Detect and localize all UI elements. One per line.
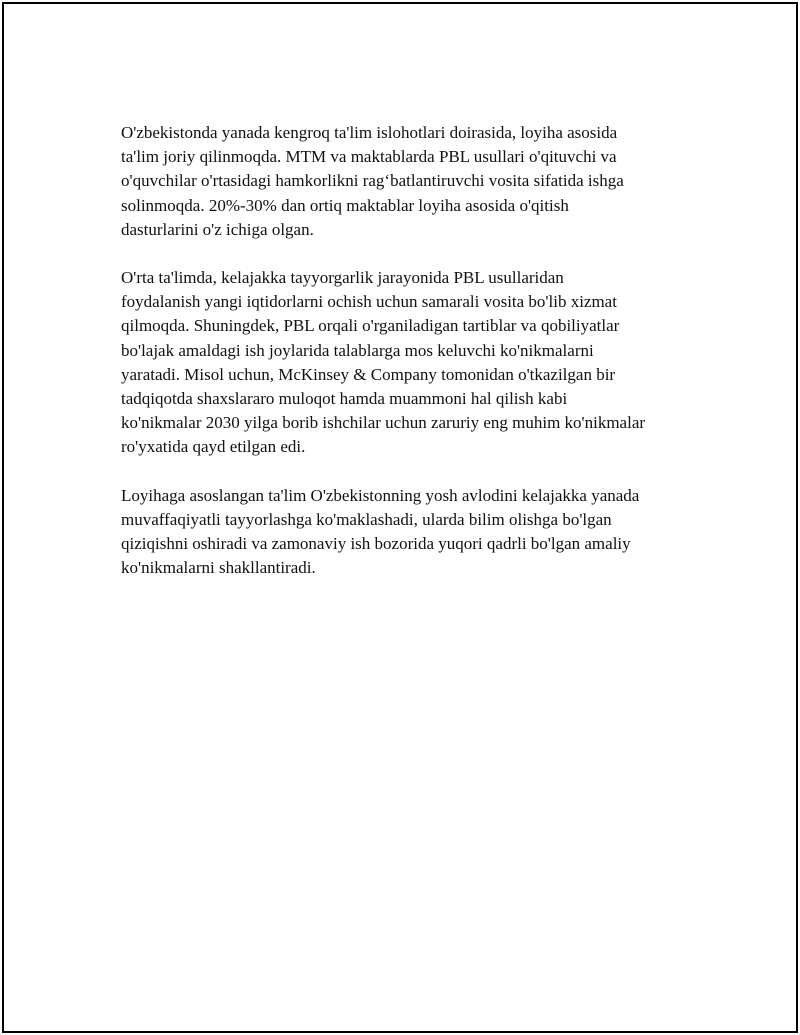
text-line: qiziqishni oshiradi va zamonaviy ish bozorida yuqori qadrli bo'lgan amaliy [121, 534, 631, 554]
text-line: ta'lim joriy qilinmoqda. MTM va maktablarda PBL usullari o'qituvchi va [121, 147, 617, 167]
text-line: ro'yxatida qayd etilgan edi. [121, 437, 306, 457]
text-line: o'quvchilar o'rtasidagi hamkorlikni rag‘batlantiruvchi vosita sifatida ishga [121, 171, 624, 191]
text-line: foydalanish yangi iqtidorlarni ochish uchun samarali vosita bo'lib xizmat [121, 292, 617, 312]
text-line: O'rta ta'limda, kelajakka tayyorgarlik jarayonida PBL usullaridan [121, 268, 564, 288]
page-frame [2, 2, 798, 1033]
paragraph-1 [121, 121, 701, 242]
text-line: ko'nikmalar 2030 yilga borib ishchilar uchun zaruriy eng muhim ko'nikmalar [121, 413, 646, 433]
paragraph-2 [121, 266, 701, 460]
document-body [121, 121, 701, 604]
paragraph-3 [121, 484, 701, 581]
text-line: solinmoqda. 20%-30% dan ortiq maktablar loyiha asosida o'qitish [121, 195, 569, 215]
text-line: tadqiqotda shaxslararo muloqot hamda muammoni hal qilish kabi [121, 389, 568, 409]
text-line: yaratadi. Misol uchun, McKinsey & Company tomonidan o'tkazilgan bir [121, 364, 616, 384]
text-line: Loyihaga asoslangan ta'lim O'zbekistonning yosh avlodini kelajakka yanada [121, 485, 640, 505]
text-line: bo'lajak amaldagi ish joylarida talablarga mos keluvchi ko'nikmalarni [121, 340, 594, 360]
text-line: qilmoqda. Shuningdek, PBL orqali o'rganiladigan tartiblar va qobiliyatlar [121, 316, 620, 336]
text-line: ko'nikmalarni shakllantiradi. [121, 558, 316, 578]
text-line: muvaffaqiyatli tayyorlashga ko'maklashadi, ularda bilim olishga bo'lgan [121, 509, 612, 529]
text-line: dasturlarini o'z ichiga olgan. [121, 219, 314, 239]
text-line: O'zbekistonda yanada kengroq ta'lim islohotlari doirasida, loyiha asosida [121, 123, 618, 142]
